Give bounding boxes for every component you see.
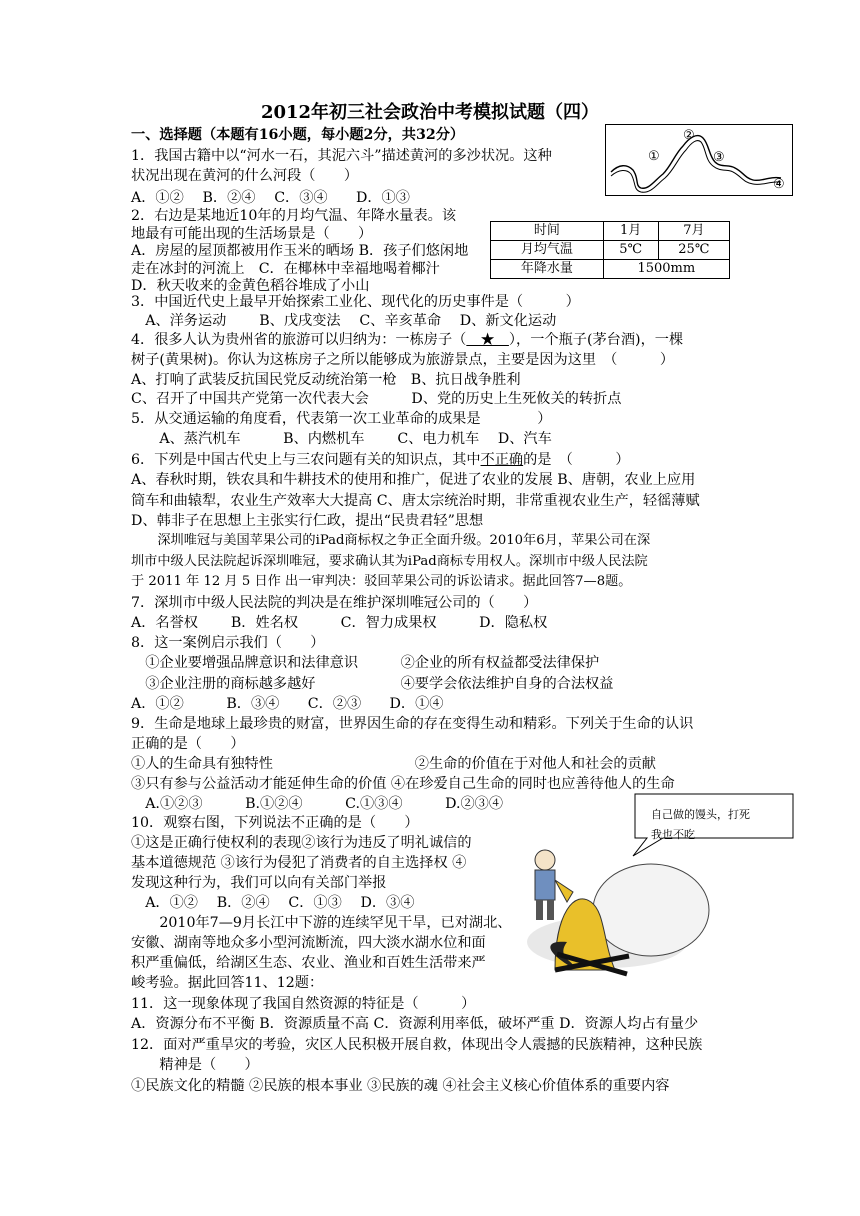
q9-text-line1: 9．生命是地球上最珍贵的财富，世界因生命的存在变得生动和精彩。下列关于生命的认识 — [131, 716, 694, 732]
q5-options: A、蒸汽机车 B、内燃机车 C、电力机车 D、汽车 — [131, 431, 552, 447]
man-leg-right — [547, 900, 554, 920]
q6-text-part1: 6．下列是中国古代史上与三农问题有关的知识点，其中 — [131, 452, 481, 468]
q11-text: 11．这一现象体现了我国自然资源的特征是（ ） — [131, 996, 476, 1012]
q9-options: A.①②③ B.①②④ C.①③④ D.②③④ — [131, 796, 504, 812]
q10-options: A．①② B．②④ C．①③ D．③④ — [131, 895, 415, 911]
q6-underlined-word: 不正确 — [480, 452, 524, 468]
q1-options: A．①② B．②④ C．③④ D．①③ — [131, 190, 410, 206]
table-header-cell: 1月 — [603, 222, 658, 241]
q4-blank-star: ★ — [466, 332, 509, 348]
q7-options: A．名誉权 B．姓名权 C．智力成果权 D．隐私权 — [131, 615, 548, 631]
q6-option-bc: 筒车和曲辕犁，农业生产效率大大提高 C、唐太宗统治时期，非常重视农业生产，轻徭薄赋 — [131, 493, 700, 509]
table-cell: 25℃ — [658, 241, 729, 260]
q4-options-cd: C、召开了中国共产党第一次代表大会 D、党的历史上生死攸关的转折点 — [131, 391, 622, 407]
steamed-bun-cartoon — [515, 792, 795, 982]
table-cell: 5℃ — [603, 241, 658, 260]
passage-drought-line4: 峻考验。据此回答11、12题： — [131, 975, 324, 991]
q4-text-line2: 树子(黄果树)。你认为这栋房子之所以能够成为旅游景点，主要是因为这里 （ ） — [131, 352, 675, 368]
q11-options: A．资源分布不平衡 B．资源质量不高 C．资源利用率低，破坏严重 D．资源人均占有量少 — [131, 1016, 699, 1032]
q2-option-b-c: 走在冰封的河流上 C．在椰林中幸福地喝着椰汁 — [131, 261, 440, 277]
q1-text-line2: 状况出现在黄河的什么河段（ ） — [131, 168, 359, 184]
passage-ipad-line1: 深圳唯冠与美国苹果公司的iPad商标权之争正全面升级。2010年6月，苹果公司在深 — [131, 533, 651, 548]
q4-text-line1 — [131, 330, 683, 350]
q6-option-a: A、春秋时期，铁农具和牛耕技术的使用和推广，促进了农业的发展 B、唐朝，农业上应用 — [131, 472, 696, 488]
q8-options: A．①② B．③④ C．②③ D．①④ — [131, 696, 444, 712]
q10-statements-line2: 基本道德规范 ③该行为侵犯了消费者的自主选择权 ④ — [131, 855, 467, 871]
table-header-cell: 7月 — [658, 222, 729, 241]
q2-option-d: D．秋天收来的金黄色稻谷堆成了小山 — [131, 278, 370, 294]
man-body — [535, 870, 555, 900]
climate-table — [490, 221, 730, 279]
man-leg-left — [536, 900, 543, 920]
q6-option-d: D、韩非子在思想上主张实行仁政，提出“民贵君轻”思想 — [131, 513, 484, 529]
q8-statements-12: ①企业要增强品牌意识和法律意识 ②企业的所有权益都受法律保护 — [131, 655, 600, 671]
q10-statements-line3: 发现这种行为，我们可以向有关部门举报 — [131, 875, 387, 891]
q9-statements-34: ③只有参与公益活动才能延伸生命的价值 ④在珍爱自己生命的同时也应善待他人的生命 — [131, 776, 675, 792]
table-row — [491, 222, 730, 241]
passage-ipad-line2: 圳市中级人民法院起诉深圳唯冠，要求确认其为iPad商标专用权人。深圳市中级人民法院 — [131, 554, 648, 569]
bubble-text-line1: 自己做的馒头，打死 — [651, 808, 750, 821]
river-line-upper — [611, 136, 781, 189]
q9-text-line2: 正确的是（ ） — [131, 736, 245, 752]
table-row — [491, 260, 730, 279]
q12-text-line2: 精神是（ ） — [131, 1057, 259, 1073]
table-cell: 月均气温 — [491, 241, 604, 260]
river-line-lower — [611, 141, 781, 193]
passage-drought-line1: 2010年7—9月长江中下游的连续罕见干旱，已对湖北、 — [131, 915, 512, 931]
q10-statements-line1: ①这是正确行使权利的表现②该行为违反了明礼诚信的 — [131, 835, 472, 851]
q8-statements-34: ③企业注册的商标越多越好 ④要学会依法维护自身的合法权益 — [131, 676, 614, 692]
q6-text-part2: 的是 （ ） — [523, 452, 630, 468]
table-cell: 年降水量 — [491, 260, 604, 279]
map-label-1: ① — [648, 149, 660, 164]
q2-text-line2: 地最有可能出现的生活场景是（ ） — [131, 226, 373, 242]
q4-text-part1: 4．很多人认为贵州省的旅游可以归纳为：一栋房子（ — [131, 332, 467, 348]
map-label-4: ④ — [773, 177, 785, 192]
q3-options: A、洋务运动 B、戊戌变法 C、辛亥革命 D、新文化运动 — [131, 313, 557, 329]
q4-text-part2: ），一个瓶子(茅台酒)，一棵 — [508, 332, 684, 348]
man-head — [535, 850, 555, 870]
table-header-cell: 时间 — [491, 222, 604, 241]
passage-drought-line2: 安徽、湖南等地众多小型河流断流，四大淡水湖水位和面 — [131, 935, 486, 951]
map-label-3: ③ — [713, 150, 725, 165]
map-label-2: ② — [683, 128, 695, 143]
q10-text: 10．观察右图，下列说法不正确的是（ ） — [131, 815, 419, 831]
q1-text-line1: 1．我国古籍中以“河水一石，其泥六斗”描述黄河的多沙状况。这种 — [131, 148, 552, 164]
q7-text: 7．深圳市中级人民法院的判决是在维护深圳唯冠公司的（ ） — [131, 595, 538, 611]
passage-ipad-line3: 于 2011 年 12 月 5 日作 出一审判决：驳回苹果公司的诉讼请求。据此回答7—8题。 — [131, 574, 632, 589]
q12-statements: ①民族文化的精髓 ②民族的根本事业 ③民族的魂 ④社会主义核心价值体系的重要内容 — [131, 1078, 670, 1094]
q2-option-a-b: A．房屋的屋顶都被用作玉米的晒场 B．孩子们悠闲地 — [131, 243, 469, 259]
q6-text-line1 — [131, 450, 630, 470]
bubble-text-line2: 我也不吃 — [651, 828, 695, 841]
table-cell: 1500mm — [603, 260, 729, 279]
yellow-river-map — [605, 124, 793, 196]
section-heading: 一、选择题（本题有16小题，每小题2分，共32分） — [131, 127, 465, 143]
q9-statements-12: ①人的生命具有独特性 ②生命的价值在于对他人和社会的贡献 — [131, 756, 656, 772]
q3-text: 3．中国近代史上最早开始探索工业化、现代化的历史事件是（ ） — [131, 294, 580, 310]
speech-bubble — [633, 794, 793, 856]
dye-bucket — [555, 880, 573, 902]
q5-text: 5．从交通运输的角度看，代表第一次工业革命的成果是 ） — [131, 411, 552, 427]
table-row — [491, 241, 730, 260]
page-title: 2012年初三社会政治中考模拟试题（四） — [260, 102, 600, 123]
q2-text-line1: 2．右边是某地近10年的月均气温、年降水量表。该 — [131, 208, 457, 224]
broken-bun — [593, 864, 709, 956]
q8-text: 8．这一案例启示我们（ ） — [131, 635, 325, 651]
q4-options-ab: A、打响了武装反抗国民党反动统治第一枪 B、抗日战争胜利 — [131, 372, 521, 388]
q12-text-line1: 12．面对严重旱灾的考验，灾区人民积极开展自救，体现出令人震撼的民族精神，这种民族 — [131, 1037, 703, 1053]
passage-drought-line3: 积严重偏低，给湖区生态、农业、渔业和百姓生活带来严 — [131, 955, 486, 971]
